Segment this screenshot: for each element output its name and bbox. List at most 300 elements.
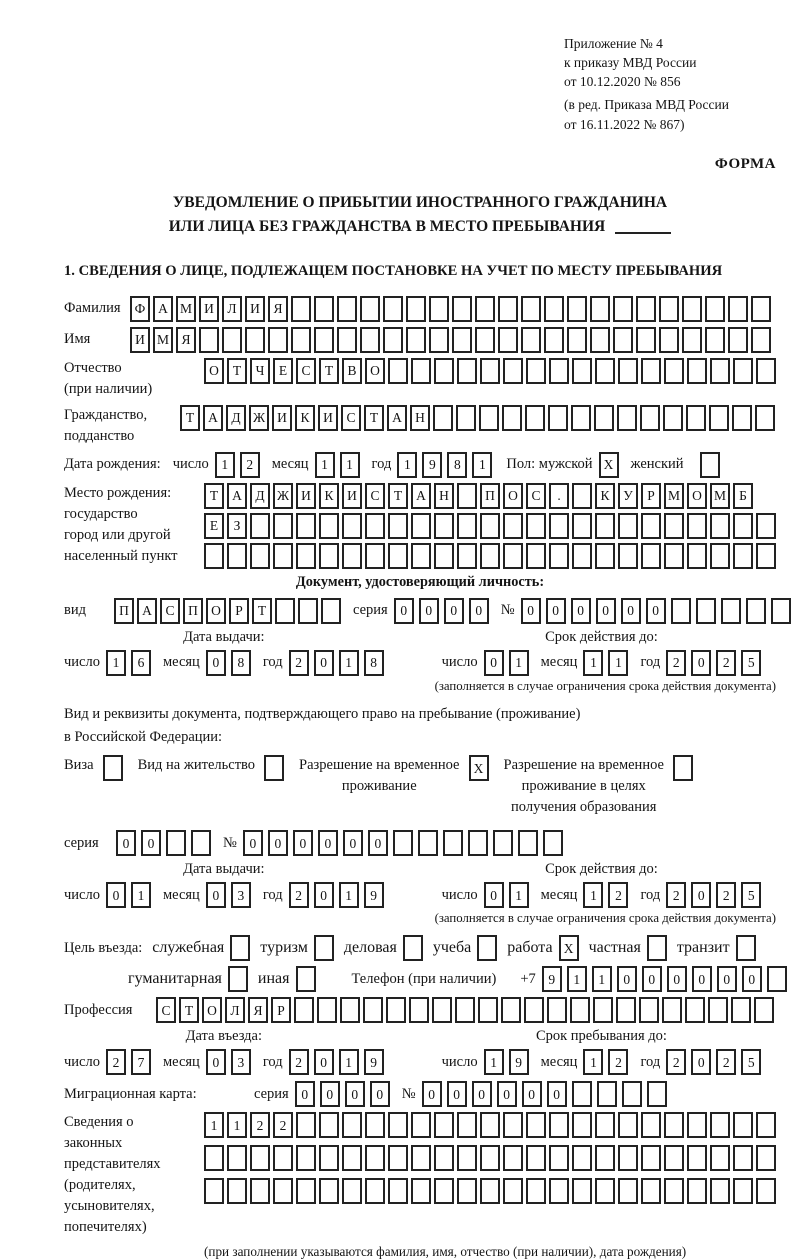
char-cell[interactable]: 1	[339, 650, 359, 676]
char-cell[interactable]	[731, 997, 751, 1023]
char-cell[interactable]: 0	[447, 1081, 467, 1107]
char-cell[interactable]	[479, 405, 499, 431]
char-cell[interactable]	[636, 327, 656, 353]
char-cell[interactable]: 8	[364, 650, 384, 676]
char-cell[interactable]	[388, 543, 408, 569]
char-cell[interactable]	[771, 598, 791, 624]
char-cell[interactable]	[728, 327, 748, 353]
doc-valid-month-input[interactable]	[583, 650, 628, 676]
char-cell[interactable]	[572, 483, 592, 509]
char-cell[interactable]	[616, 997, 636, 1023]
birthplace-input-row1[interactable]	[204, 483, 776, 509]
doc-valid-day-input[interactable]	[484, 650, 529, 676]
char-cell[interactable]: 1	[315, 452, 335, 478]
char-cell[interactable]: И	[199, 296, 219, 322]
char-cell[interactable]: Ж	[273, 483, 293, 509]
char-cell[interactable]	[595, 513, 615, 539]
char-cell[interactable]: 1	[397, 452, 417, 478]
char-cell[interactable]	[480, 1178, 500, 1204]
char-cell[interactable]: М	[176, 296, 196, 322]
char-cell[interactable]	[746, 598, 766, 624]
char-cell[interactable]	[502, 405, 522, 431]
char-cell[interactable]: 2	[716, 650, 736, 676]
char-cell[interactable]	[457, 483, 477, 509]
char-cell[interactable]	[434, 1178, 454, 1204]
char-cell[interactable]	[480, 1112, 500, 1138]
char-cell[interactable]	[618, 1145, 638, 1171]
char-cell[interactable]	[268, 327, 288, 353]
char-cell[interactable]	[595, 1145, 615, 1171]
char-cell[interactable]	[443, 830, 463, 856]
char-cell[interactable]	[756, 513, 776, 539]
char-cell[interactable]: 2	[289, 882, 309, 908]
char-cell[interactable]	[518, 830, 538, 856]
char-cell[interactable]: 0	[314, 1049, 334, 1075]
char-cell[interactable]	[549, 1145, 569, 1171]
char-cell[interactable]	[687, 543, 707, 569]
char-cell[interactable]: И	[318, 405, 338, 431]
char-cell[interactable]	[342, 1178, 362, 1204]
char-cell[interactable]: А	[411, 483, 431, 509]
char-cell[interactable]: З	[227, 513, 247, 539]
char-cell[interactable]	[593, 997, 613, 1023]
residence-issue-month-input[interactable]	[206, 882, 251, 908]
char-cell[interactable]: 1	[509, 882, 529, 908]
purpose-private-checkbox[interactable]	[647, 935, 667, 961]
patronymic-input[interactable]	[204, 358, 776, 384]
char-cell[interactable]	[204, 543, 224, 569]
char-cell[interactable]	[549, 1112, 569, 1138]
char-cell[interactable]: А	[387, 405, 407, 431]
char-cell[interactable]: 0	[206, 882, 226, 908]
char-cell[interactable]: 1	[204, 1112, 224, 1138]
char-cell[interactable]: К	[319, 483, 339, 509]
char-cell[interactable]	[549, 543, 569, 569]
char-cell[interactable]	[383, 327, 403, 353]
char-cell[interactable]: 2	[716, 882, 736, 908]
char-cell[interactable]: Т	[204, 483, 224, 509]
char-cell[interactable]: .	[549, 483, 569, 509]
char-cell[interactable]: У	[618, 483, 638, 509]
char-cell[interactable]: М	[664, 483, 684, 509]
char-cell[interactable]: Т	[180, 405, 200, 431]
char-cell[interactable]	[291, 327, 311, 353]
char-cell[interactable]	[733, 543, 753, 569]
char-cell[interactable]	[250, 1178, 270, 1204]
char-cell[interactable]	[754, 997, 774, 1023]
char-cell[interactable]: 0	[141, 830, 161, 856]
char-cell[interactable]	[664, 358, 684, 384]
char-cell[interactable]	[199, 327, 219, 353]
sex-female-checkbox[interactable]	[700, 452, 720, 478]
purpose-other-checkbox[interactable]	[296, 966, 316, 992]
char-cell[interactable]: Р	[271, 997, 291, 1023]
char-cell[interactable]	[570, 997, 590, 1023]
char-cell[interactable]	[567, 327, 587, 353]
char-cell[interactable]: Т	[319, 358, 339, 384]
char-cell[interactable]: 1	[339, 882, 359, 908]
char-cell[interactable]: 2	[273, 1112, 293, 1138]
doc-issue-year-input[interactable]	[289, 650, 384, 676]
char-cell[interactable]	[337, 327, 357, 353]
char-cell[interactable]	[618, 1112, 638, 1138]
char-cell[interactable]	[710, 1145, 730, 1171]
char-cell[interactable]	[273, 513, 293, 539]
char-cell[interactable]: 2	[106, 1049, 126, 1075]
residence-series-input[interactable]	[116, 830, 211, 856]
char-cell[interactable]: 2	[666, 882, 686, 908]
char-cell[interactable]	[572, 1112, 592, 1138]
entry-year-input[interactable]	[289, 1049, 384, 1075]
char-cell[interactable]: 0	[106, 882, 126, 908]
char-cell[interactable]: К	[595, 483, 615, 509]
char-cell[interactable]	[250, 543, 270, 569]
char-cell[interactable]: О	[687, 483, 707, 509]
char-cell[interactable]	[455, 997, 475, 1023]
char-cell[interactable]: С	[296, 358, 316, 384]
char-cell[interactable]: 0	[314, 882, 334, 908]
char-cell[interactable]: 0	[667, 966, 687, 992]
char-cell[interactable]: 1	[340, 452, 360, 478]
char-cell[interactable]	[705, 296, 725, 322]
char-cell[interactable]: Т	[388, 483, 408, 509]
purpose-business-checkbox[interactable]	[403, 935, 423, 961]
char-cell[interactable]	[526, 513, 546, 539]
char-cell[interactable]: Д	[250, 483, 270, 509]
char-cell[interactable]	[480, 543, 500, 569]
char-cell[interactable]: 2	[240, 452, 260, 478]
char-cell[interactable]	[721, 598, 741, 624]
char-cell[interactable]	[273, 543, 293, 569]
char-cell[interactable]: 0	[444, 598, 464, 624]
char-cell[interactable]	[708, 997, 728, 1023]
char-cell[interactable]	[547, 997, 567, 1023]
char-cell[interactable]	[360, 296, 380, 322]
char-cell[interactable]	[314, 296, 334, 322]
char-cell[interactable]	[751, 296, 771, 322]
char-cell[interactable]: 1	[592, 966, 612, 992]
char-cell[interactable]: М	[153, 327, 173, 353]
char-cell[interactable]: 0	[621, 598, 641, 624]
char-cell[interactable]	[342, 513, 362, 539]
char-cell[interactable]	[388, 1145, 408, 1171]
char-cell[interactable]	[468, 830, 488, 856]
char-cell[interactable]: 1	[583, 650, 603, 676]
char-cell[interactable]	[498, 296, 518, 322]
char-cell[interactable]: 5	[741, 650, 761, 676]
char-cell[interactable]: 0	[484, 882, 504, 908]
stay-day-input[interactable]	[484, 1049, 529, 1075]
char-cell[interactable]	[685, 997, 705, 1023]
char-cell[interactable]	[659, 296, 679, 322]
char-cell[interactable]	[595, 1112, 615, 1138]
char-cell[interactable]: 9	[422, 452, 442, 478]
char-cell[interactable]	[659, 327, 679, 353]
migration-number-input[interactable]	[422, 1081, 667, 1107]
char-cell[interactable]	[166, 830, 186, 856]
char-cell[interactable]	[756, 1112, 776, 1138]
char-cell[interactable]	[647, 1081, 667, 1107]
char-cell[interactable]	[687, 1112, 707, 1138]
char-cell[interactable]	[418, 830, 438, 856]
char-cell[interactable]: Е	[273, 358, 293, 384]
char-cell[interactable]: К	[295, 405, 315, 431]
char-cell[interactable]	[664, 1145, 684, 1171]
birth-year-input[interactable]	[397, 452, 492, 478]
char-cell[interactable]	[618, 543, 638, 569]
char-cell[interactable]	[434, 513, 454, 539]
char-cell[interactable]	[452, 296, 472, 322]
char-cell[interactable]	[319, 513, 339, 539]
char-cell[interactable]: А	[203, 405, 223, 431]
char-cell[interactable]	[503, 1145, 523, 1171]
char-cell[interactable]	[756, 1145, 776, 1171]
char-cell[interactable]: 1	[131, 882, 151, 908]
char-cell[interactable]	[548, 405, 568, 431]
char-cell[interactable]: 2	[250, 1112, 270, 1138]
char-cell[interactable]: 2	[289, 650, 309, 676]
doc-kind-input[interactable]	[114, 598, 341, 624]
char-cell[interactable]: 8	[447, 452, 467, 478]
char-cell[interactable]	[687, 1178, 707, 1204]
birthplace-input-row3[interactable]	[204, 543, 776, 569]
surname-input[interactable]	[130, 296, 771, 322]
char-cell[interactable]: С	[160, 598, 180, 624]
stay-year-input[interactable]	[666, 1049, 761, 1075]
char-cell[interactable]	[296, 1145, 316, 1171]
char-cell[interactable]	[733, 358, 753, 384]
char-cell[interactable]	[664, 1178, 684, 1204]
char-cell[interactable]	[767, 966, 787, 992]
char-cell[interactable]: 9	[364, 1049, 384, 1075]
residence-issue-year-input[interactable]	[289, 882, 384, 908]
char-cell[interactable]: 3	[231, 1049, 251, 1075]
char-cell[interactable]	[411, 1145, 431, 1171]
char-cell[interactable]	[478, 997, 498, 1023]
char-cell[interactable]	[406, 327, 426, 353]
char-cell[interactable]: П	[480, 483, 500, 509]
char-cell[interactable]: Я	[248, 997, 268, 1023]
birthplace-input-row2[interactable]	[204, 513, 776, 539]
char-cell[interactable]: 1	[484, 1049, 504, 1075]
char-cell[interactable]	[572, 1178, 592, 1204]
char-cell[interactable]	[595, 1178, 615, 1204]
char-cell[interactable]: 5	[741, 882, 761, 908]
char-cell[interactable]	[434, 543, 454, 569]
char-cell[interactable]: 0	[742, 966, 762, 992]
char-cell[interactable]: И	[272, 405, 292, 431]
char-cell[interactable]	[457, 543, 477, 569]
char-cell[interactable]: И	[130, 327, 150, 353]
char-cell[interactable]	[475, 327, 495, 353]
entry-day-input[interactable]	[106, 1049, 151, 1075]
char-cell[interactable]	[595, 543, 615, 569]
char-cell[interactable]	[521, 296, 541, 322]
char-cell[interactable]	[434, 1112, 454, 1138]
char-cell[interactable]	[317, 997, 337, 1023]
char-cell[interactable]	[388, 1112, 408, 1138]
char-cell[interactable]: А	[227, 483, 247, 509]
char-cell[interactable]: 1	[215, 452, 235, 478]
char-cell[interactable]	[641, 1145, 661, 1171]
char-cell[interactable]: Т	[364, 405, 384, 431]
char-cell[interactable]	[733, 513, 753, 539]
char-cell[interactable]	[503, 513, 523, 539]
char-cell[interactable]: С	[341, 405, 361, 431]
char-cell[interactable]	[337, 296, 357, 322]
char-cell[interactable]: 0	[484, 650, 504, 676]
char-cell[interactable]	[755, 405, 775, 431]
char-cell[interactable]: 0	[368, 830, 388, 856]
char-cell[interactable]: 0	[314, 650, 334, 676]
residence-valid-day-input[interactable]	[484, 882, 529, 908]
char-cell[interactable]	[296, 513, 316, 539]
char-cell[interactable]	[526, 358, 546, 384]
char-cell[interactable]	[641, 543, 661, 569]
char-cell[interactable]: 1	[106, 650, 126, 676]
char-cell[interactable]	[756, 1178, 776, 1204]
char-cell[interactable]	[429, 296, 449, 322]
char-cell[interactable]	[544, 296, 564, 322]
char-cell[interactable]	[664, 513, 684, 539]
char-cell[interactable]	[572, 513, 592, 539]
char-cell[interactable]: 5	[741, 1049, 761, 1075]
char-cell[interactable]: 0	[547, 1081, 567, 1107]
char-cell[interactable]: 0	[617, 966, 637, 992]
char-cell[interactable]	[388, 1178, 408, 1204]
char-cell[interactable]	[572, 543, 592, 569]
char-cell[interactable]: 1	[608, 650, 628, 676]
char-cell[interactable]	[571, 405, 591, 431]
char-cell[interactable]	[411, 358, 431, 384]
char-cell[interactable]: 2	[666, 650, 686, 676]
char-cell[interactable]	[433, 405, 453, 431]
char-cell[interactable]	[618, 1178, 638, 1204]
char-cell[interactable]	[365, 543, 385, 569]
char-cell[interactable]	[636, 296, 656, 322]
char-cell[interactable]	[457, 513, 477, 539]
char-cell[interactable]: 0	[642, 966, 662, 992]
purpose-official-checkbox[interactable]	[230, 935, 250, 961]
char-cell[interactable]	[751, 327, 771, 353]
char-cell[interactable]: 2	[608, 1049, 628, 1075]
char-cell[interactable]	[549, 358, 569, 384]
char-cell[interactable]: 0	[717, 966, 737, 992]
residence-number-input[interactable]	[243, 830, 563, 856]
char-cell[interactable]	[360, 327, 380, 353]
char-cell[interactable]	[227, 1145, 247, 1171]
char-cell[interactable]	[526, 1145, 546, 1171]
char-cell[interactable]	[590, 327, 610, 353]
temp-residence-checkbox[interactable]: X	[469, 755, 489, 781]
char-cell[interactable]	[314, 327, 334, 353]
char-cell[interactable]	[710, 513, 730, 539]
char-cell[interactable]: 0	[596, 598, 616, 624]
char-cell[interactable]: 1	[227, 1112, 247, 1138]
char-cell[interactable]	[296, 1112, 316, 1138]
char-cell[interactable]	[319, 1178, 339, 1204]
char-cell[interactable]	[664, 543, 684, 569]
birth-day-input[interactable]	[215, 452, 260, 478]
firstname-input[interactable]	[130, 327, 771, 353]
char-cell[interactable]: Т	[227, 358, 247, 384]
temp-residence-education-checkbox[interactable]	[673, 755, 693, 781]
char-cell[interactable]: 1	[472, 452, 492, 478]
char-cell[interactable]: Я	[176, 327, 196, 353]
char-cell[interactable]: Р	[229, 598, 249, 624]
doc-issue-day-input[interactable]	[106, 650, 151, 676]
char-cell[interactable]	[365, 1112, 385, 1138]
char-cell[interactable]: 0	[469, 598, 489, 624]
char-cell[interactable]	[622, 1081, 642, 1107]
char-cell[interactable]	[296, 1178, 316, 1204]
char-cell[interactable]: О	[206, 598, 226, 624]
char-cell[interactable]	[275, 598, 295, 624]
char-cell[interactable]	[572, 358, 592, 384]
char-cell[interactable]: 7	[131, 1049, 151, 1075]
char-cell[interactable]: Н	[434, 483, 454, 509]
char-cell[interactable]: С	[365, 483, 385, 509]
char-cell[interactable]	[452, 327, 472, 353]
char-cell[interactable]: 0	[345, 1081, 365, 1107]
char-cell[interactable]: 1	[509, 650, 529, 676]
char-cell[interactable]	[640, 405, 660, 431]
phone-input[interactable]	[542, 966, 787, 992]
char-cell[interactable]	[503, 1178, 523, 1204]
char-cell[interactable]	[682, 327, 702, 353]
char-cell[interactable]: Ч	[250, 358, 270, 384]
char-cell[interactable]: 0	[522, 1081, 542, 1107]
char-cell[interactable]	[525, 405, 545, 431]
char-cell[interactable]: П	[114, 598, 134, 624]
purpose-work-checkbox[interactable]: X	[559, 935, 579, 961]
char-cell[interactable]	[687, 1145, 707, 1171]
char-cell[interactable]: 0	[206, 1049, 226, 1075]
char-cell[interactable]	[572, 1081, 592, 1107]
char-cell[interactable]	[480, 358, 500, 384]
char-cell[interactable]: О	[503, 483, 523, 509]
char-cell[interactable]: 0	[116, 830, 136, 856]
char-cell[interactable]: 1	[567, 966, 587, 992]
char-cell[interactable]: 0	[268, 830, 288, 856]
char-cell[interactable]	[342, 1112, 362, 1138]
char-cell[interactable]	[710, 358, 730, 384]
char-cell[interactable]	[732, 405, 752, 431]
char-cell[interactable]	[250, 513, 270, 539]
char-cell[interactable]	[682, 296, 702, 322]
char-cell[interactable]	[434, 1145, 454, 1171]
char-cell[interactable]	[296, 543, 316, 569]
char-cell[interactable]: 0	[370, 1081, 390, 1107]
char-cell[interactable]: 2	[608, 882, 628, 908]
char-cell[interactable]	[457, 1178, 477, 1204]
char-cell[interactable]	[733, 1112, 753, 1138]
char-cell[interactable]: Ж	[249, 405, 269, 431]
char-cell[interactable]: С	[526, 483, 546, 509]
char-cell[interactable]	[597, 1081, 617, 1107]
char-cell[interactable]	[705, 327, 725, 353]
char-cell[interactable]: Ф	[130, 296, 150, 322]
char-cell[interactable]: 0	[320, 1081, 340, 1107]
char-cell[interactable]	[498, 327, 518, 353]
char-cell[interactable]	[365, 1145, 385, 1171]
char-cell[interactable]	[250, 1145, 270, 1171]
char-cell[interactable]: 0	[318, 830, 338, 856]
char-cell[interactable]: О	[202, 997, 222, 1023]
char-cell[interactable]	[590, 296, 610, 322]
char-cell[interactable]: Т	[179, 997, 199, 1023]
char-cell[interactable]	[613, 296, 633, 322]
